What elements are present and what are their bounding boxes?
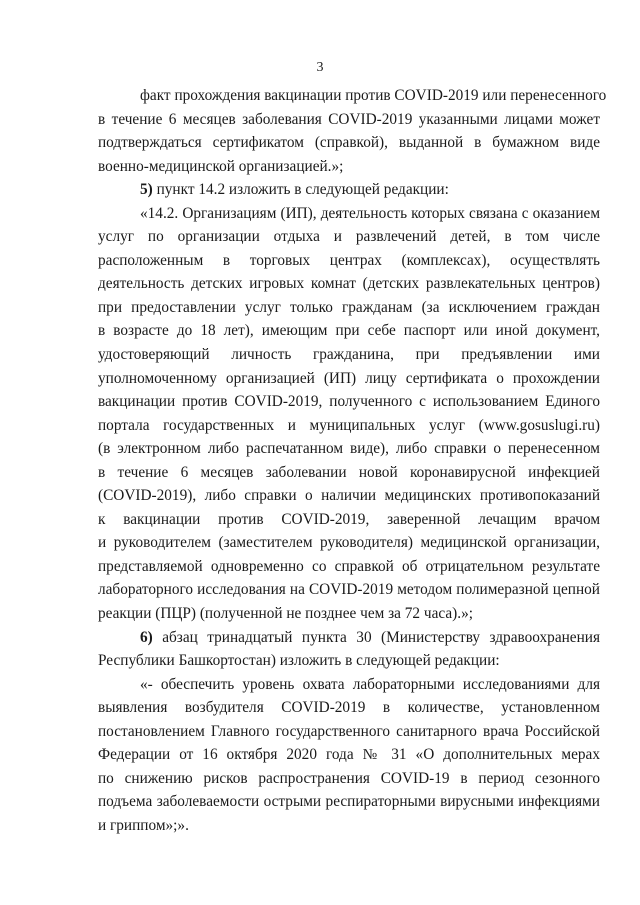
page-number: 3 — [316, 60, 324, 75]
line-text: факт прохождения вакцинации против COVID-2019 или перенесенного — [140, 87, 607, 104]
text-line — [98, 131, 600, 155]
line-text: подъема заболеваемости острыми респираторными вирусными инфекциями — [98, 793, 600, 811]
text-line — [98, 178, 600, 202]
text-line — [98, 272, 600, 296]
text-line — [98, 84, 607, 108]
line-text: в течение 6 месяцев заболевания COVID-2019 указанными лицами может — [98, 110, 600, 128]
line-text: выявления возбудителя COVID-2019 в количестве, установленном — [98, 699, 600, 717]
line-text: постановлением Главного государственного санитарного врача Российской — [98, 722, 600, 740]
text-line — [98, 202, 600, 226]
line-text: лабораторного исследования на COVID-2019 методом полимеразной цепной — [98, 581, 600, 599]
line-text: портала государственных и муниципальных услуг (www.gosuslugi.ru) — [98, 416, 600, 434]
text-line — [98, 626, 600, 650]
line-text: «- обеспечить уровень охвата лабораторными исследованиями для — [140, 675, 600, 693]
text-line — [98, 414, 600, 438]
text-line — [98, 508, 600, 532]
line-text: (COVID-2019), либо справки о наличии медицинских противопоказаний — [98, 487, 600, 505]
line-text: удостоверяющий личность гражданина, при предъявлении ими — [98, 346, 600, 364]
text-line — [98, 555, 600, 579]
line-text: и гриппом»;». — [98, 816, 189, 834]
line-text: представляемой одновременно со справкой об отрицательном результате — [98, 557, 600, 575]
text-line — [98, 578, 600, 602]
text-line — [98, 673, 600, 697]
text-line — [98, 743, 600, 767]
line-text: деятельность детских игровых комнат (детских развлекательных центров) — [98, 275, 600, 293]
document-body — [98, 84, 607, 838]
line-text: подтверждаться сертификатом (справкой), выданной в бумажном виде — [98, 134, 600, 152]
item-number: 6) — [140, 628, 153, 646]
line-text: Федерации от 16 октября 2020 года № 31 «О дополнительных мерах — [98, 746, 600, 764]
line-text: «14.2. Организациям (ИП), деятельность которых связана с оказанием — [140, 204, 600, 222]
line-text: пункт 14.2 изложить в следующей редакции: — [152, 181, 449, 199]
line-text: и руководителем (заместителем руководителя) медицинской организации, — [98, 534, 600, 552]
text-line — [98, 343, 600, 367]
text-line — [98, 461, 600, 485]
text-line — [98, 225, 600, 249]
text-line — [98, 108, 600, 132]
text-line — [98, 767, 600, 791]
line-text: военно-медицинской организацией.»; — [98, 157, 344, 175]
text-line — [98, 319, 600, 343]
line-text: уполномоченному организацией (ИП) лицу сертификата о прохождении — [98, 369, 600, 387]
line-text: услуг по организации отдыха и развлечений детей, в том числе — [98, 228, 600, 246]
text-line — [98, 437, 600, 461]
line-text: реакции (ПЦР) (полученной не позднее чем за 72 часа).»; — [98, 605, 473, 623]
text-line — [98, 249, 600, 273]
text-line — [98, 367, 600, 391]
item-number: 5) — [140, 181, 153, 199]
text-line — [98, 484, 600, 508]
line-text: к вакцинации против COVID-2019, заверенной лечащим врачом — [98, 510, 600, 528]
text-line — [98, 296, 600, 320]
text-line — [98, 720, 600, 744]
text-line — [98, 390, 600, 414]
text-line — [98, 649, 600, 673]
text-line — [98, 531, 600, 555]
line-text: (в электронном либо распечатанном виде), либо справки о перенесенном — [98, 440, 600, 458]
line-text: по снижению рисков распространения COVID-19 в период сезонного — [98, 769, 600, 787]
text-line — [98, 814, 600, 838]
line-text: в течение 6 месяцев заболевании новой коронавирусной инфекцией — [98, 463, 600, 481]
line-text: Республики Башкортостан) изложить в следующей редакции: — [98, 652, 500, 670]
text-line — [98, 155, 600, 179]
line-text: абзац тринадцатый пункта 30 (Министерству здравоохранения — [152, 628, 600, 646]
line-text: при предоставлении услуг только гражданам (за исключением граждан — [98, 298, 600, 316]
text-line — [98, 696, 600, 720]
line-text: расположенным в торговых центрах (комплексах), осуществлять — [98, 251, 600, 269]
line-text: в возрасте до 18 лет), имеющим при себе паспорт или иной документ, — [98, 322, 600, 340]
line-text: вакцинации против COVID-2019, полученного с использованием Единого — [98, 393, 600, 411]
text-line — [98, 790, 600, 814]
text-line — [98, 602, 600, 626]
